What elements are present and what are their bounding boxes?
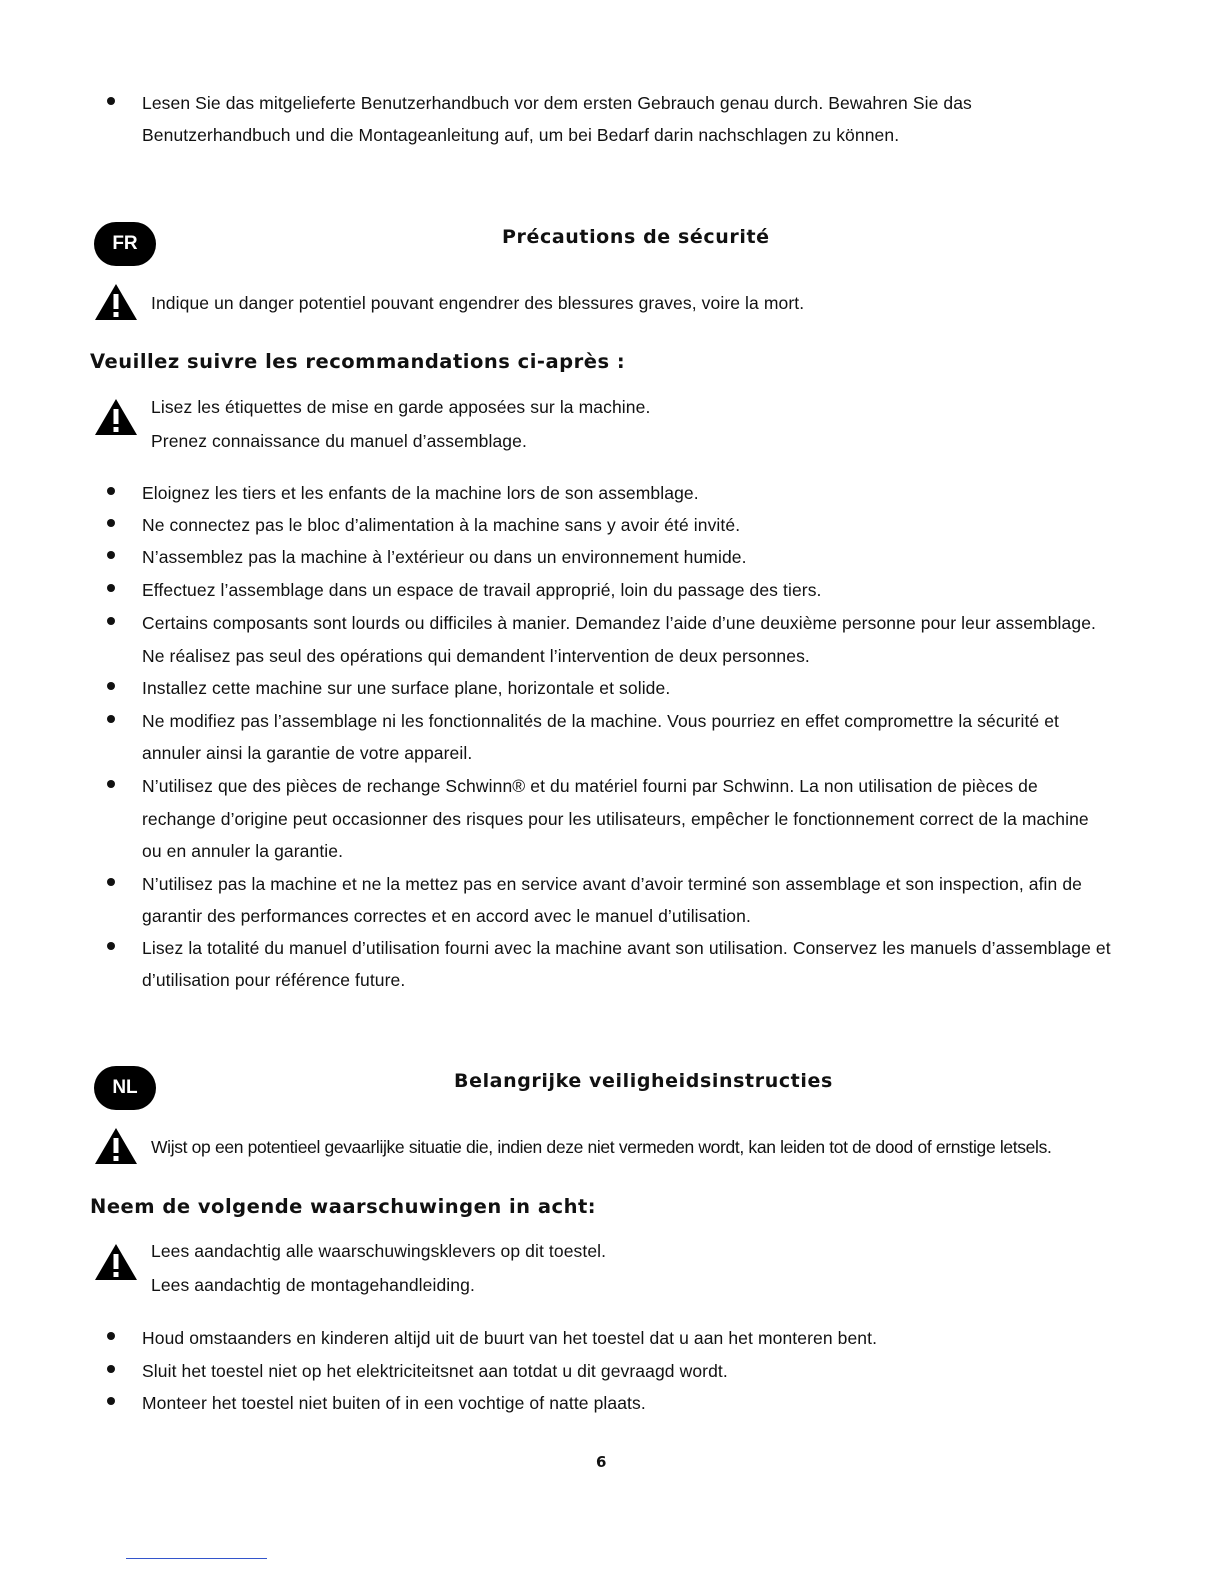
fr-item-line: Ne modifiez pas l’assemblage ni les fonctionnalités de la machine. Vous pourriez en effet compromettre la sécurité et — [142, 711, 1059, 731]
subtitle-nl: Neem de volgende waarschuwingen in acht: — [90, 1195, 597, 1218]
section-title-nl: Belangrijke veiligheidsinstructies — [454, 1070, 833, 1092]
nl-item-line: Sluit het toestel niet op het elektriciteitsnet aan totdat u dit gevraagd wordt. — [142, 1361, 728, 1381]
fr-item-line: Certains composants sont lourds ou difficiles à manier. Demandez l’aide d’une deuxième personne pour leur assemblage. — [142, 613, 1096, 633]
subtitle-fr: Veuillez suivre les recommandations ci-après : — [90, 350, 626, 373]
fr-item-line: garantir des performances correctes et en accord avec le manuel d’utilisation. — [142, 906, 751, 926]
fr-item-line: ou en annuler la garantie. — [142, 841, 344, 861]
fr-item-line: N’utilisez que des pièces de rechange Schwinn® et du matériel fourni par Schwinn. La non utilisation de pièces de — [142, 776, 1038, 796]
fr-item-line: Ne réalisez pas seul des opérations qui demandent l’intervention de deux personnes. — [142, 646, 810, 666]
warning-triangle-icon — [94, 1127, 138, 1165]
fr-item-line: Installez cette machine sur une surface plane, horizontale et solide. — [142, 678, 671, 698]
warning-triangle-icon — [94, 283, 138, 321]
fr-item-line: annuler ainsi la garantie de votre appareil. — [142, 743, 473, 763]
bullet-dot — [107, 682, 115, 690]
footer-divider — [126, 1558, 267, 1559]
section-title-fr: Précautions de sécurité — [502, 226, 770, 248]
fr-item-line: Lisez la totalité du manuel d’utilisation fourni avec la machine avant son utilisation. Conservez les manuels d’assemblage et — [142, 938, 1111, 958]
fr-item-line: N’assemblez pas la machine à l’extérieur ou dans un environnement humide. — [142, 547, 747, 567]
danger-text-fr: Indique un danger potentiel pouvant engendrer des blessures graves, voire la mort. — [151, 293, 805, 313]
page-number: 6 — [596, 1453, 607, 1471]
fr-item-line: Ne connectez pas le bloc d’alimentation à la machine sans y avoir été invité. — [142, 515, 741, 535]
bullet-dot — [107, 715, 115, 723]
fr-item-line: d’utilisation pour référence future. — [142, 970, 406, 990]
bullet-dot — [107, 97, 115, 105]
bullet-dot — [107, 617, 115, 625]
bullet-dot — [107, 1397, 115, 1405]
bullet-dot — [107, 878, 115, 886]
warning-triangle-icon — [94, 1243, 138, 1281]
warning-line-nl: Lees aandachtig alle waarschuwingsklevers op dit toestel. — [151, 1241, 607, 1261]
bullet-dot — [107, 584, 115, 592]
fr-item-line: rechange d’origine peut occasionner des risques pour les utilisateurs, empêcher le fonctionnement correct de la machine — [142, 809, 1089, 829]
de-item-line: Benutzerhandbuch und die Montageanleitung auf, um bei Bedarf darin nachschlagen zu können. — [142, 125, 900, 145]
language-badge-nl: NL — [94, 1066, 156, 1110]
bullet-dot — [107, 1332, 115, 1340]
fr-item-line: Effectuez l’assemblage dans un espace de travail approprié, loin du passage des tiers. — [142, 580, 822, 600]
bullet-dot — [107, 487, 115, 495]
warning-line-nl: Lees aandachtig de montagehandleiding. — [151, 1275, 475, 1295]
warning-line-fr: Lisez les étiquettes de mise en garde apposées sur la machine. — [151, 397, 651, 417]
bullet-dot — [107, 551, 115, 559]
bullet-dot — [107, 1365, 115, 1373]
nl-item-line: Houd omstaanders en kinderen altijd uit de buurt van het toestel dat u aan het monteren bent. — [142, 1328, 878, 1348]
bullet-dot — [107, 780, 115, 788]
nl-item-line: Monteer het toestel niet buiten of in een vochtige of natte plaats. — [142, 1393, 646, 1413]
warning-line-fr: Prenez connaissance du manuel d’assemblage. — [151, 431, 527, 451]
fr-item-line: N’utilisez pas la machine et ne la mettez pas en service avant d’avoir terminé son assemblage et son inspection, afin de — [142, 874, 1082, 894]
bullet-dot — [107, 942, 115, 950]
danger-text-nl: Wijst op een potentieel gevaarlijke situatie die, indien deze niet vermeden wordt, kan leiden tot de dood of ernstige letsels. — [151, 1137, 1052, 1157]
de-item-line: Lesen Sie das mitgelieferte Benutzerhandbuch vor dem ersten Gebrauch genau durch. Bewahren Sie das — [142, 93, 972, 113]
fr-item-line: Eloignez les tiers et les enfants de la machine lors de son assemblage. — [142, 483, 699, 503]
bullet-dot — [107, 519, 115, 527]
warning-triangle-icon — [94, 398, 138, 436]
language-badge-fr: FR — [94, 222, 156, 266]
